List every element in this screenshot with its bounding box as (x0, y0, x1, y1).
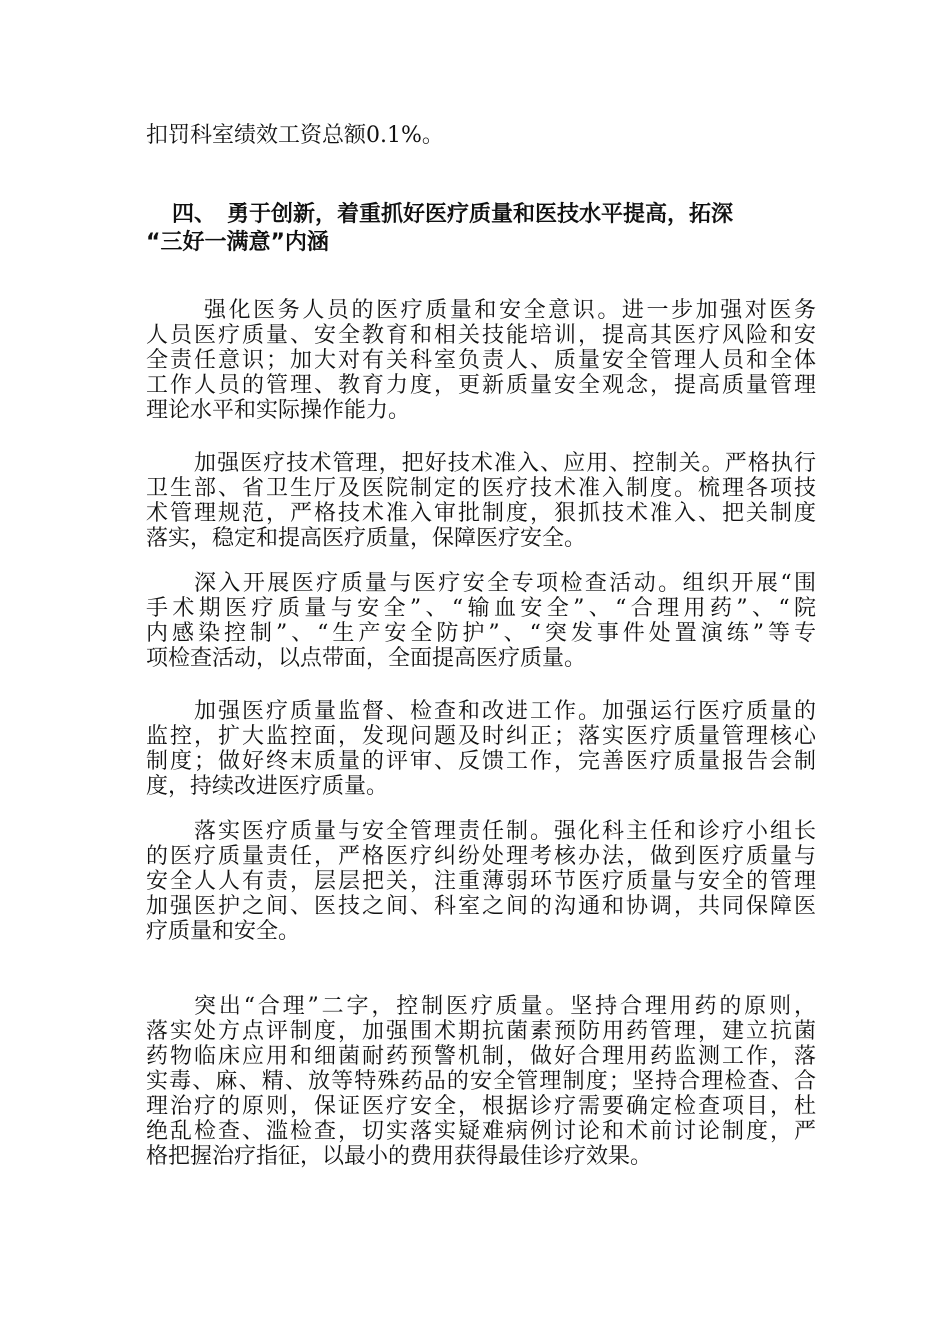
paragraph-line: 项检查活动，以点带面，全面提高医疗质量。 (146, 646, 587, 671)
paragraph-line: 安全人人有责，层层把关，注重薄弱环节医疗质量与安全的管理 (146, 869, 816, 894)
paragraph-line: 内感染控制”、“生产安全防护”、“突发事件处置演练”等专 (146, 621, 816, 646)
paragraph-line: 工作人员的管理、教育力度，更新质量安全观念，提高质量管理 (146, 373, 816, 398)
paragraph-line: 突出“合理”二字，控制医疗质量。坚持合理用药的原则， (194, 994, 816, 1019)
paragraph-line: 理治疗的原则，保证医疗安全，根据诊疗需要确定检查项目，杜 (146, 1094, 816, 1119)
paragraph-line: 加强医疗质量监督、检查和改进工作。加强运行医疗质量的 (194, 699, 816, 724)
paragraph-line: 卫生部、省卫生厅及医院制定的医疗技术准入制度。梳理各项技 (146, 476, 816, 501)
paragraph-line: 手术期医疗质量与安全”、“输血安全”、“合理用药”、“院 (146, 596, 816, 621)
paragraph-line: 理论水平和实际操作能力。 (146, 398, 411, 423)
paragraph-line: 药物临床应用和细菌耐药预警机制，做好合理用药监测工作，落 (146, 1044, 816, 1069)
paragraph-line: 加强医护之间、医技之间、科室之间的沟通和协调，共同保障医 (146, 894, 816, 919)
paragraph-line: 的医疗质量责任，严格医疗纠纷处理考核办法，做到医疗质量与 (146, 844, 816, 869)
paragraph-line: 落实医疗质量与安全管理责任制。强化科主任和诊疗小组长 (194, 819, 816, 844)
paragraph-line: 深入开展医疗质量与医疗安全专项检查活动。组织开展“围 (194, 571, 816, 596)
paragraph-line: 加强医疗技术管理，把好技术准入、应用、控制关。严格执行 (194, 451, 816, 476)
intro-line: 扣罚科室绩效工资总额0.1%。 (146, 123, 444, 148)
paragraph-line: 人员医疗质量、安全教育和相关技能培训，提高其医疗风险和安 (146, 323, 816, 348)
section-heading-line-2: “三好一满意”内涵 (146, 230, 329, 255)
paragraph-line: 制度；做好终末质量的评审、反馈工作，完善医疗质量报告会制 (146, 749, 816, 774)
paragraph-line: 度，持续改进医疗质量。 (146, 774, 389, 799)
paragraph-line: 绝乱检查、滥检查，切实落实疑难病例讨论和术前讨论制度，严 (146, 1119, 816, 1144)
paragraph-line: 落实，稳定和提高医疗质量，保障医疗安全。 (146, 526, 587, 551)
paragraph-line: 监控，扩大监控面，发现问题及时纠正；落实医疗质量管理核心 (146, 724, 816, 749)
paragraph-line: 实毒、麻、精、放等特殊药品的安全管理制度；坚持合理检查、合 (146, 1069, 816, 1094)
paragraph-line: 术管理规范，严格技术准入审批制度，狠抓技术准入、把关制度 (146, 501, 816, 526)
paragraph-line: 落实处方点评制度，加强围术期抗菌素预防用药管理，建立抗菌 (146, 1019, 816, 1044)
paragraph-line: 疗质量和安全。 (146, 919, 301, 944)
paragraph-line: 强化医务人员的医疗质量和安全意识。进一步加强对医务 (204, 298, 816, 323)
section-heading-line-1: 四、 勇于创新，着重抓好医疗质量和医技水平提高，拓深 (172, 202, 734, 227)
paragraph-line: 格把握治疗指征，以最小的费用获得最佳诊疗效果。 (146, 1144, 653, 1169)
paragraph-line: 全责任意识；加大对有关科室负责人、质量安全管理人员和全体 (146, 348, 816, 373)
